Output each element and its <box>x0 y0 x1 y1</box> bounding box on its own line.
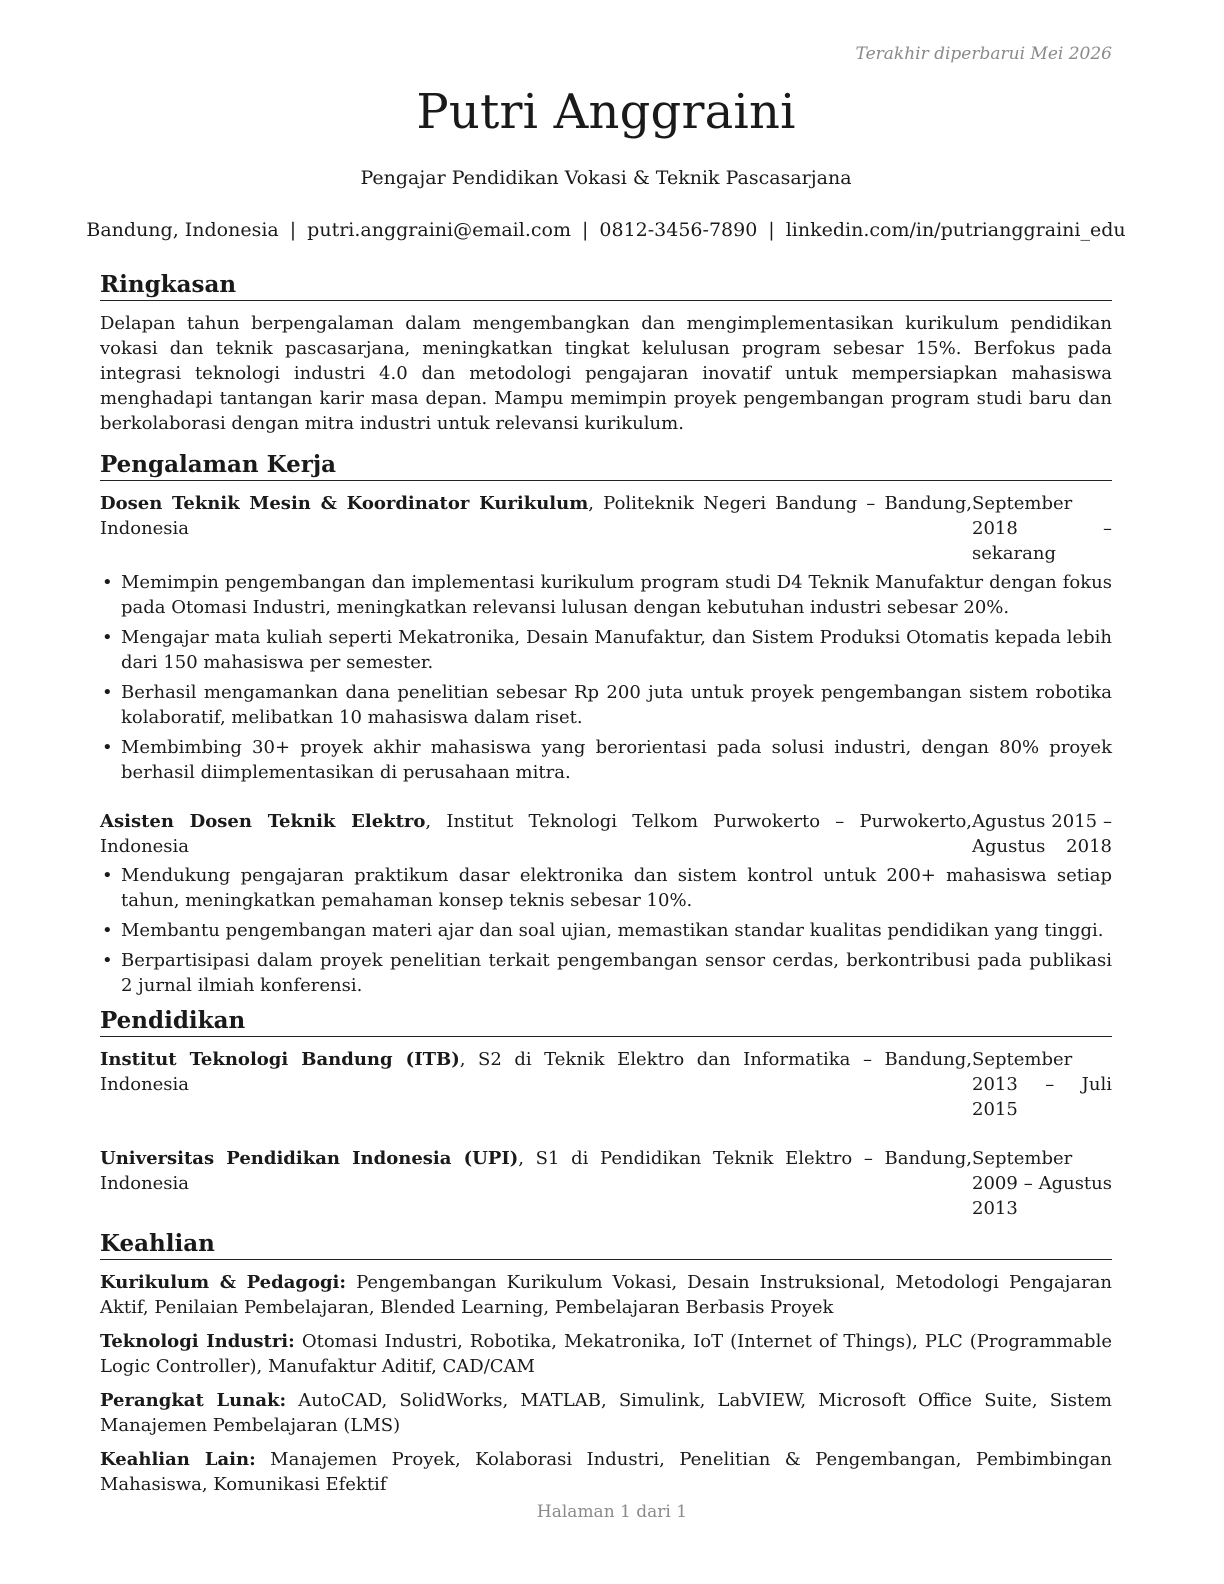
education-dates: September 2013 – Juli 2015 <box>972 1049 1112 1120</box>
skill-text: Manajemen Proyek, Kolaborasi Industri, Penelitian & Pengembangan, Pembimbingan Mahasiswa, Komunikasi Efektif <box>100 1449 1112 1495</box>
skill-label: Perangkat Lunak: <box>100 1390 287 1411</box>
job-org: , Institut Teknologi Telkom Purwokerto – Purwokerto, Indonesia <box>100 811 972 857</box>
summary-text: Delapan tahun berpengalaman dalam mengembangkan dan mengimplementasikan kurikulum pendidikan vokasi dan teknik pascasarjana, meningkatkan tingkat kelulusan program sebesar 15%. Berfokus pada integrasi teknologi industri 4.0 dan metodologi pengajaran inovatif untuk mempersiapkan mahasiswa menghadapi tantangan karir masa depan. Mampu memimpin proyek pengembangan program studi baru dan berkolaborasi dengan mitra industri untuk relevansi kurikulum. <box>100 313 1112 434</box>
skill-label: Teknologi Industri: <box>100 1331 295 1352</box>
contact-separator: | <box>289 219 297 241</box>
education-entry <box>100 1146 1112 1221</box>
education-section <box>100 1006 1112 1221</box>
contact-separator: | <box>581 219 589 241</box>
degree-detail: , S2 di Teknik Elektro dan Informatika – Bandung, Indonesia <box>100 1049 972 1095</box>
contact-phone: 0812-3456-7890 <box>599 219 758 241</box>
resume-content <box>100 270 1112 1511</box>
contact-email[interactable]: putri.anggraini@email.com <box>307 219 571 241</box>
job-dates: September 2018 – sekarang <box>972 493 1112 564</box>
job-title-line <box>100 809 972 859</box>
job-dates: Agustus 2015 – Agustus 2018 <box>972 811 1112 857</box>
experience-section <box>100 450 1112 998</box>
resume-name: Putri Anggraini <box>416 84 796 140</box>
job-entry <box>100 809 1112 998</box>
resume-subtitle: Pengajar Pendidikan Vokasi & Teknik Pascasarjana <box>360 167 852 189</box>
skill-row <box>100 1447 1112 1497</box>
section-heading-education: Pendidikan <box>100 1006 1112 1037</box>
skill-text: Otomasi Industri, Robotika, Mekatronika, IoT (Internet of Things), PLC (Programmable Logic Controller), Manufaktur Aditif, CAD/CAM <box>100 1331 1112 1377</box>
section-heading-experience: Pengalaman Kerja <box>100 450 1112 481</box>
job-bullets <box>100 863 1112 998</box>
skill-row <box>100 1329 1112 1379</box>
education-header <box>100 1047 1112 1122</box>
job-entry <box>100 491 1112 785</box>
section-heading-skills: Keahlian <box>100 1229 1112 1260</box>
skill-row <box>100 1270 1112 1320</box>
summary-section <box>100 270 1112 436</box>
job-title: Dosen Teknik Mesin & Koordinator Kurikulum <box>100 493 589 514</box>
list-item: • Memimpin pengembangan dan implementasi kurikulum program studi D4 Teknik Manufaktur dengan fokus pada Otomasi Industri, meningkatkan relevansi lulusan dengan kebutuhan industri sebesar 20%. <box>100 570 1112 620</box>
skill-label: Kurikulum & Pedagogi: <box>100 1272 347 1293</box>
contact-separator: | <box>768 219 775 241</box>
school-name: Universitas Pendidikan Indonesia (UPI) <box>100 1148 519 1169</box>
skill-text: Pengembangan Kurikulum Vokasi, Desain Instruksional, Metodologi Pengajaran Aktif, Penilaian Pembelajaran, Blended Learning, Pembelajaran Berbasis Proyek <box>100 1272 1112 1318</box>
education-title-line <box>100 1146 972 1221</box>
job-title-line <box>100 491 972 566</box>
list-item: • Membimbing 30+ proyek akhir mahasiswa yang berorientasi pada solusi industri, dengan 80% proyek berhasil diimplementasikan di perusahaan mitra. <box>100 735 1112 785</box>
skill-text: AutoCAD, SolidWorks, MATLAB, Simulink, LabVIEW, Microsoft Office Suite, Sistem Manajemen Pembelajaran (LMS) <box>100 1390 1112 1436</box>
degree-detail: , S1 di Pendidikan Teknik Elektro – Bandung, Indonesia <box>100 1148 972 1194</box>
skill-label: Keahlian Lain: <box>100 1449 256 1470</box>
skill-row <box>100 1388 1112 1438</box>
school-name: Institut Teknologi Bandung (ITB) <box>100 1049 460 1070</box>
education-dates: September 2009 – Agustus 2013 <box>972 1148 1112 1219</box>
education-header <box>100 1146 1112 1221</box>
job-bullets <box>100 570 1112 785</box>
job-title: Asisten Dosen Teknik Elektro <box>100 811 426 832</box>
list-item: • Mengajar mata kuliah seperti Mekatronika, Desain Manufaktur, dan Sistem Produksi Otomatis kepada lebih dari 150 mahasiswa per semester. <box>100 625 1112 675</box>
list-item: • Membantu pengembangan materi ajar dan soal ujian, memastikan standar kualitas pendidikan yang tinggi. <box>100 918 1112 943</box>
education-title-line <box>100 1047 972 1122</box>
list-item: • Mendukung pengajaran praktikum dasar elektronika dan sistem kontrol untuk 200+ mahasiswa setiap tahun, meningkatkan pemahaman konsep teknis sebesar 10%. <box>100 863 1112 913</box>
list-item: • Berhasil mengamankan dana penelitian sebesar Rp 200 juta untuk proyek pengembangan sistem robotika kolaboratif, melibatkan 10 mahasiswa dalam riset. <box>100 680 1112 730</box>
list-item: • Berpartisipasi dalam proyek penelitian terkait pengembangan sensor cerdas, berkontribusi pada publikasi 2 jurnal ilmiah konferensi. <box>100 948 1112 998</box>
job-header <box>100 491 1112 566</box>
job-header <box>100 809 1112 859</box>
skills-section <box>100 1229 1112 1497</box>
contact-line <box>80 219 1132 241</box>
contact-linkedin[interactable]: linkedin.com/in/putrianggraini_edu <box>785 219 1126 241</box>
last-updated-note: Terakhir diperbarui Mei 2026 <box>855 44 1112 64</box>
page-footer: Halaman 1 dari 1 <box>536 1502 688 1522</box>
education-entry <box>100 1047 1112 1122</box>
section-heading-summary: Ringkasan <box>100 270 1112 301</box>
contact-location: Bandung, Indonesia <box>86 219 279 241</box>
job-org: , Politeknik Negeri Bandung – Bandung, Indonesia <box>100 493 972 539</box>
